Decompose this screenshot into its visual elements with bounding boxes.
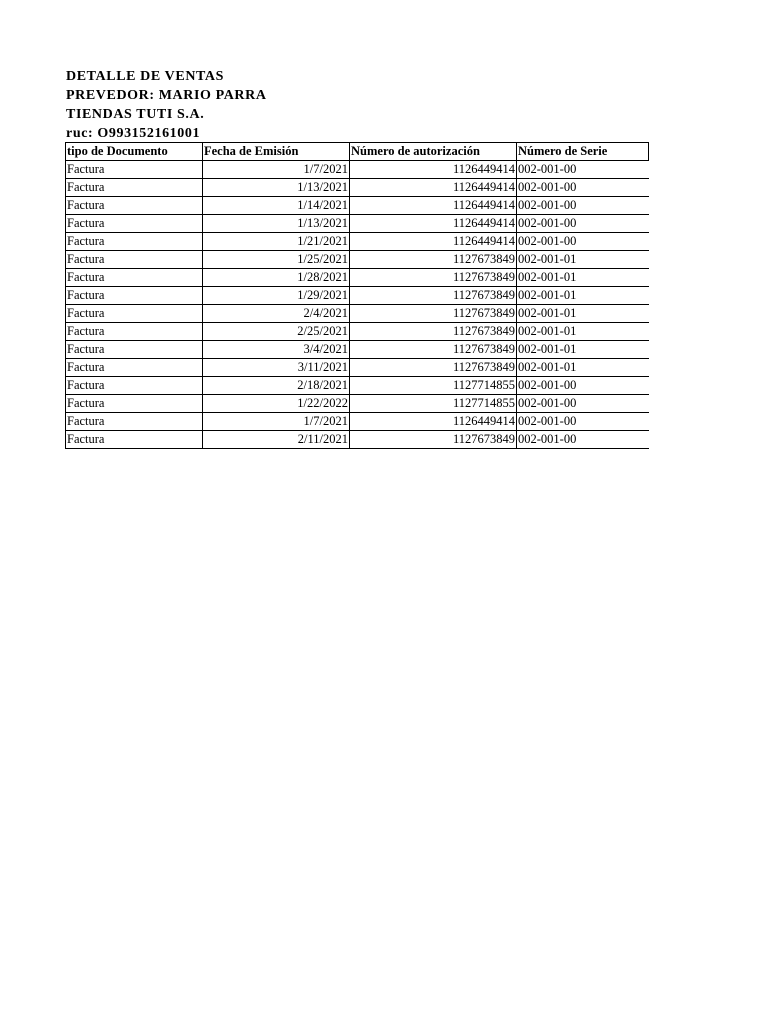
cell-tipo: Factura bbox=[66, 359, 203, 377]
report-title: DETALLE DE VENTAS bbox=[66, 69, 225, 84]
cell-autorizacion: 1127714855 bbox=[350, 377, 517, 395]
table-row bbox=[66, 269, 649, 287]
cell-tipo: Factura bbox=[66, 251, 203, 269]
cell-tipo: Factura bbox=[66, 413, 203, 431]
cell-serie: 002-001-01 bbox=[517, 359, 649, 377]
cell-autorizacion: 1127673849 bbox=[350, 359, 517, 377]
cell-serie: 002-001-01 bbox=[517, 323, 649, 341]
cell-serie: 002-001-00 bbox=[517, 215, 649, 233]
cell-fecha: 1/21/2021 bbox=[203, 233, 350, 251]
cell-serie: 002-001-01 bbox=[517, 287, 649, 305]
cell-tipo: Factura bbox=[66, 377, 203, 395]
cell-fecha: 2/11/2021 bbox=[203, 431, 350, 449]
table-row bbox=[66, 287, 649, 305]
cell-tipo: Factura bbox=[66, 323, 203, 341]
cell-serie: 002-001-01 bbox=[517, 305, 649, 323]
cell-tipo: Factura bbox=[66, 341, 203, 359]
table-row bbox=[66, 341, 649, 359]
cell-autorizacion: 1126449414 bbox=[350, 161, 517, 179]
cell-serie: 002-001-00 bbox=[517, 233, 649, 251]
table-row bbox=[66, 233, 649, 251]
table-body bbox=[66, 161, 649, 449]
cell-tipo: Factura bbox=[66, 215, 203, 233]
cell-fecha: 1/13/2021 bbox=[203, 215, 350, 233]
cell-serie: 002-001-00 bbox=[517, 413, 649, 431]
cell-autorizacion: 1127673849 bbox=[350, 323, 517, 341]
cell-autorizacion: 1126449414 bbox=[350, 179, 517, 197]
cell-fecha: 1/7/2021 bbox=[203, 161, 350, 179]
cell-autorizacion: 1127673849 bbox=[350, 251, 517, 269]
cell-autorizacion: 1126449414 bbox=[350, 233, 517, 251]
cell-serie: 002-001-00 bbox=[517, 197, 649, 215]
cell-tipo: Factura bbox=[66, 305, 203, 323]
ruc-number: ruc: O993152161001 bbox=[66, 126, 201, 141]
table-header-row bbox=[66, 143, 649, 161]
cell-autorizacion: 1127673849 bbox=[350, 287, 517, 305]
cell-autorizacion: 1126449414 bbox=[350, 215, 517, 233]
cell-fecha: 1/25/2021 bbox=[203, 251, 350, 269]
cell-serie: 002-001-00 bbox=[517, 377, 649, 395]
table-row bbox=[66, 251, 649, 269]
cell-tipo: Factura bbox=[66, 431, 203, 449]
cell-tipo: Factura bbox=[66, 179, 203, 197]
column-header-serie: Número de Serie bbox=[517, 143, 649, 161]
cell-serie: 002-001-01 bbox=[517, 251, 649, 269]
cell-autorizacion: 1127673849 bbox=[350, 269, 517, 287]
table-row bbox=[66, 377, 649, 395]
table-row bbox=[66, 215, 649, 233]
cell-fecha: 3/11/2021 bbox=[203, 359, 350, 377]
cell-fecha: 1/14/2021 bbox=[203, 197, 350, 215]
cell-fecha: 1/13/2021 bbox=[203, 179, 350, 197]
document-header bbox=[66, 67, 267, 143]
company-name: TIENDAS TUTI S.A. bbox=[66, 107, 205, 122]
cell-fecha: 1/28/2021 bbox=[203, 269, 350, 287]
table-row bbox=[66, 197, 649, 215]
table-row bbox=[66, 161, 649, 179]
table-row bbox=[66, 359, 649, 377]
cell-autorizacion: 1127673849 bbox=[350, 305, 517, 323]
cell-fecha: 1/7/2021 bbox=[203, 413, 350, 431]
cell-autorizacion: 1127673849 bbox=[350, 431, 517, 449]
cell-serie: 002-001-00 bbox=[517, 179, 649, 197]
cell-autorizacion: 1126449414 bbox=[350, 197, 517, 215]
cell-fecha: 3/4/2021 bbox=[203, 341, 350, 359]
column-header-fecha: Fecha de Emisión bbox=[203, 143, 350, 161]
cell-autorizacion: 1126449414 bbox=[350, 413, 517, 431]
column-header-autorizacion: Número de autorización bbox=[350, 143, 517, 161]
column-header-tipo: tipo de Documento bbox=[66, 143, 203, 161]
cell-fecha: 2/25/2021 bbox=[203, 323, 350, 341]
cell-fecha: 1/29/2021 bbox=[203, 287, 350, 305]
cell-tipo: Factura bbox=[66, 233, 203, 251]
table-row bbox=[66, 323, 649, 341]
cell-serie: 002-001-00 bbox=[517, 161, 649, 179]
cell-tipo: Factura bbox=[66, 395, 203, 413]
cell-serie: 002-001-00 bbox=[517, 395, 649, 413]
table-row bbox=[66, 179, 649, 197]
cell-tipo: Factura bbox=[66, 287, 203, 305]
cell-tipo: Factura bbox=[66, 269, 203, 287]
cell-fecha: 1/22/2022 bbox=[203, 395, 350, 413]
cell-tipo: Factura bbox=[66, 197, 203, 215]
table-row bbox=[66, 395, 649, 413]
cell-serie: 002-001-01 bbox=[517, 341, 649, 359]
cell-fecha: 2/4/2021 bbox=[203, 305, 350, 323]
cell-autorizacion: 1127673849 bbox=[350, 341, 517, 359]
table-row bbox=[66, 305, 649, 323]
cell-fecha: 2/18/2021 bbox=[203, 377, 350, 395]
cell-autorizacion: 1127714855 bbox=[350, 395, 517, 413]
cell-serie: 002-001-00 bbox=[517, 431, 649, 449]
cell-serie: 002-001-01 bbox=[517, 269, 649, 287]
cell-tipo: Factura bbox=[66, 161, 203, 179]
table-row bbox=[66, 413, 649, 431]
provider-name: PREVEDOR: MARIO PARRA bbox=[66, 88, 267, 103]
table-row bbox=[66, 431, 649, 449]
sales-table bbox=[65, 142, 649, 449]
